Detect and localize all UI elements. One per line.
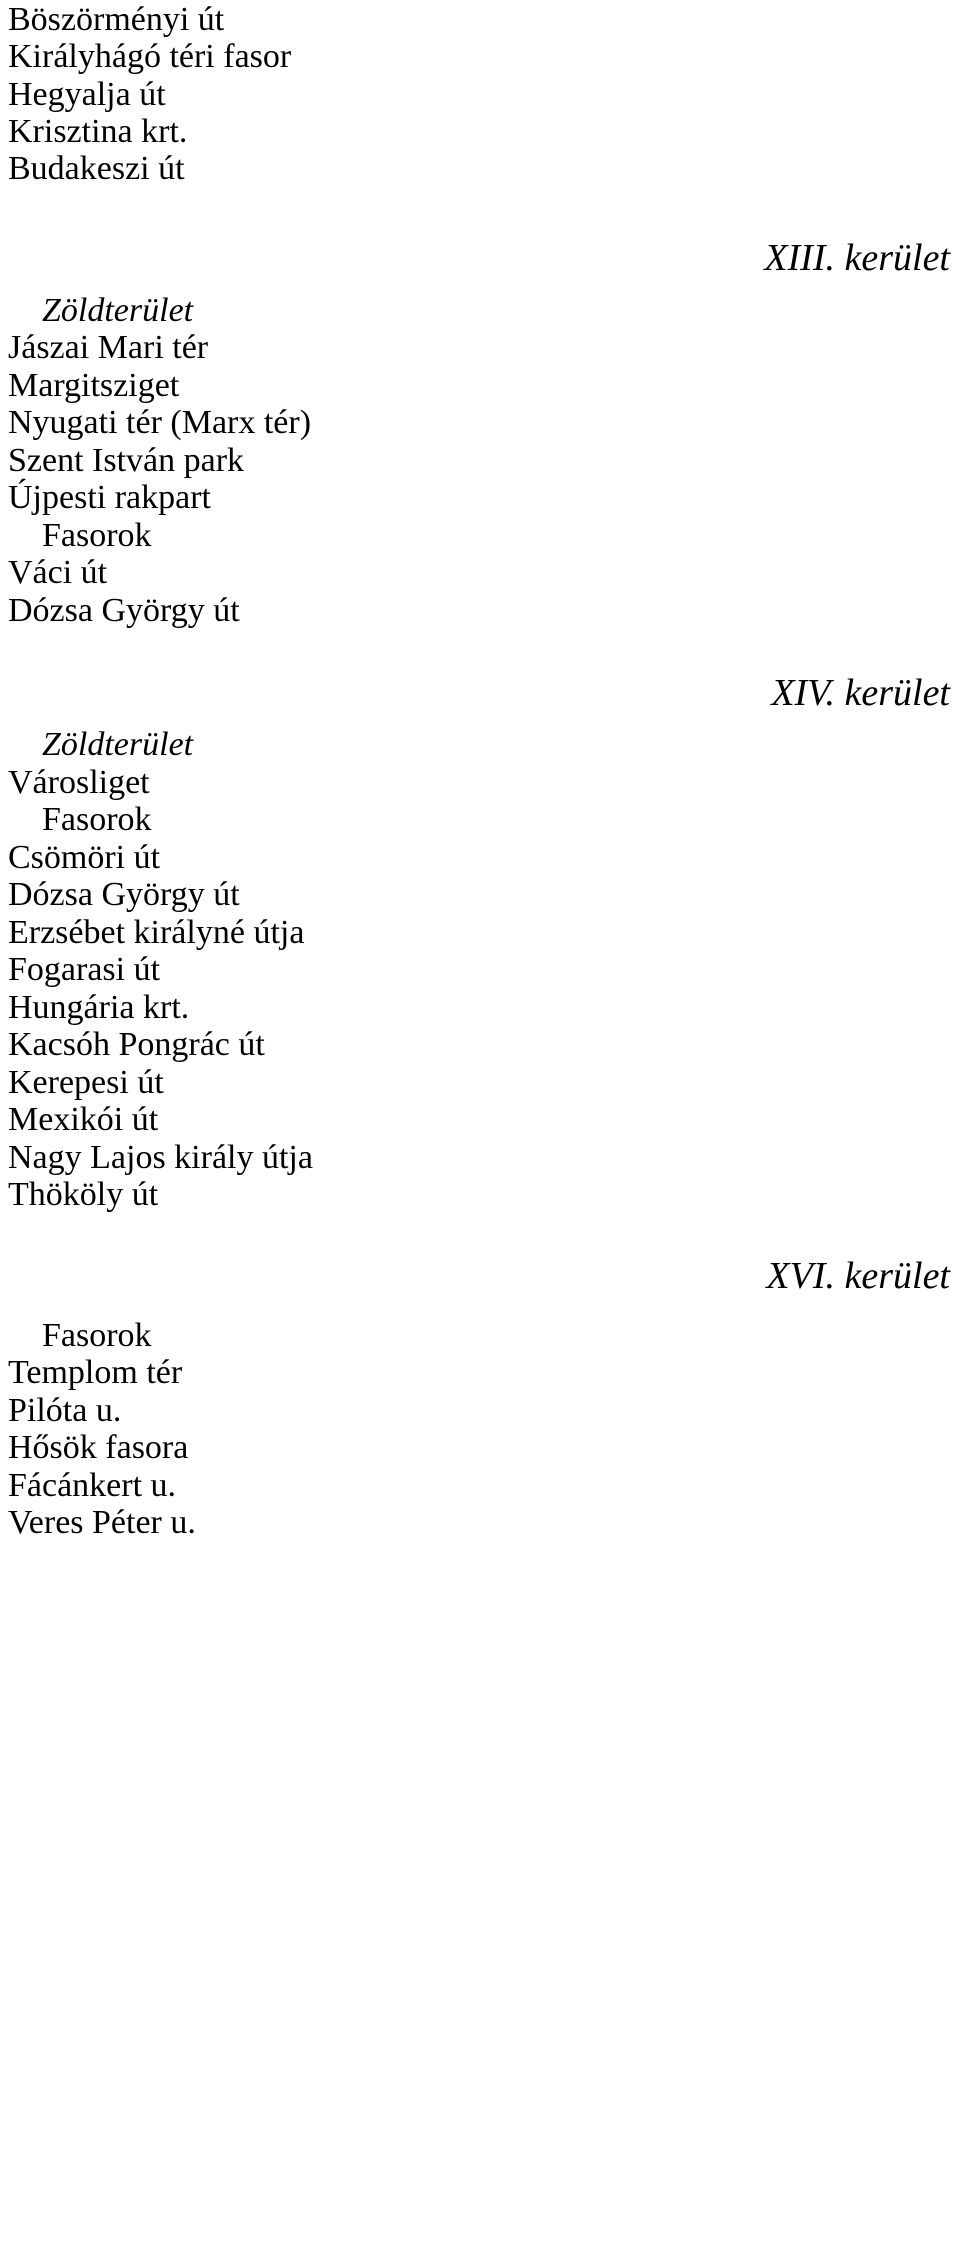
- green-area-item: Városliget: [8, 764, 150, 801]
- green-area-item: Jászai Mari tér: [8, 329, 209, 366]
- tree-row-item: Csömöri út: [8, 839, 161, 876]
- tree-row-item: Fogarasi út: [8, 951, 161, 988]
- tree-row-item: Dózsa György út: [8, 876, 240, 913]
- street-item: Böszörményi út: [8, 1, 225, 38]
- tree-row-item: Fácánkert u.: [8, 1467, 177, 1504]
- district-title-xvi: XVI. kerület: [766, 1255, 950, 1297]
- street-item: Királyhágó téri fasor: [8, 38, 292, 75]
- street-item: Budakeszi út: [8, 150, 185, 187]
- tree-rows-heading: Fasorok: [42, 517, 152, 554]
- street-item: Hegyalja út: [8, 76, 166, 113]
- district-title-xiii: XIII. kerület: [764, 237, 950, 279]
- tree-row-item: Hungária krt.: [8, 989, 190, 1026]
- tree-row-item: Kacsóh Pongrác út: [8, 1026, 265, 1063]
- green-area-item: Újpesti rakpart: [8, 479, 211, 516]
- tree-row-item: Thököly út: [8, 1176, 159, 1213]
- green-area-item: Margitsziget: [8, 367, 180, 404]
- green-area-item: Szent István park: [8, 442, 245, 479]
- tree-row-item: Váci út: [8, 554, 108, 591]
- tree-row-item: Kerepesi út: [8, 1064, 164, 1101]
- tree-row-item: Erzsébet királyné útja: [8, 914, 305, 951]
- tree-row-item: Templom tér: [8, 1354, 183, 1391]
- tree-row-item: Pilóta u.: [8, 1392, 122, 1429]
- tree-row-item: Dózsa György út: [8, 592, 240, 629]
- tree-rows-heading: Fasorok: [42, 801, 152, 838]
- green-area-heading: Zöldterület: [42, 726, 194, 763]
- district-title-xiv: XIV. kerület: [771, 672, 950, 714]
- green-area-heading: Zöldterület: [42, 292, 194, 329]
- tree-row-item: Mexikói út: [8, 1101, 159, 1138]
- street-item: Krisztina krt.: [8, 113, 188, 150]
- green-area-item: Nyugati tér (Marx tér): [8, 404, 312, 441]
- tree-row-item: Nagy Lajos király útja: [8, 1139, 313, 1176]
- tree-row-item: Veres Péter u.: [8, 1504, 196, 1541]
- tree-row-item: Hősök fasora: [8, 1429, 189, 1466]
- tree-rows-heading: Fasorok: [42, 1317, 152, 1354]
